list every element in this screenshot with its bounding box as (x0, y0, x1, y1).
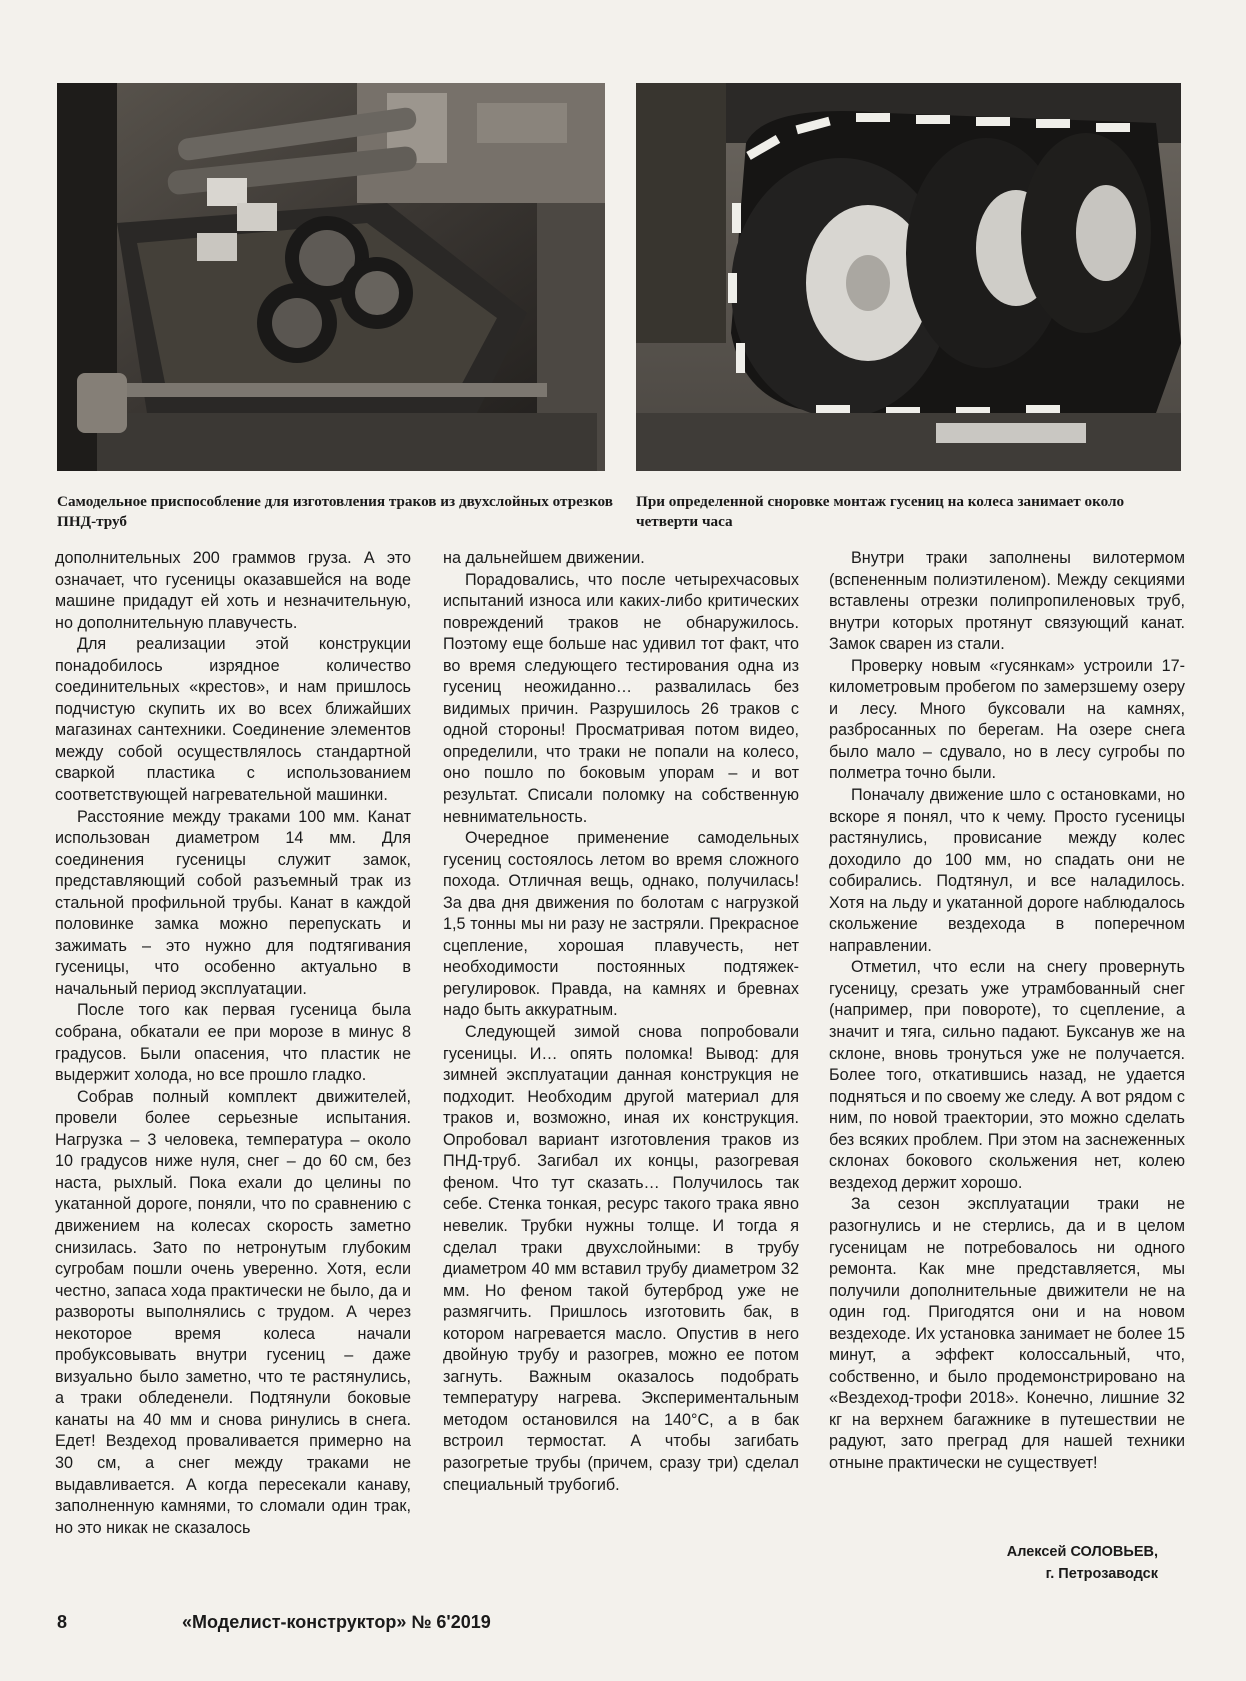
author-signature (1007, 1541, 1158, 1585)
paragraph: Поначалу движение шло с остановками, но вскоре я понял, что к чему. Просто гусеницы растянулись, провисание между колес доходило до 100 мм, но спадать они не собирались. Подтянул, и все наладилось. Хотя на льду и укатанной дороге наблюдалось скольжение вездехода в поперечном направлении. (829, 786, 1185, 955)
photo-caption-left: Самодельное приспособление для изготовления траков из двухслойных отрезков ПНД-труб (57, 493, 613, 530)
photo-caption-right: При определенной сноровке монтаж гусениц на колеса занимает около четверти часа (636, 493, 1125, 530)
photo-track-making-jig (57, 83, 605, 471)
photo-tracks-on-wheels (636, 83, 1181, 471)
paragraph: дополнительных 200 граммов груза. А это означает, что гусеницы оказавшейся на воде машине придадут ей хоть и незначительную, но дополнительную плавучесть. (55, 549, 411, 632)
paragraph: Порадовались, что после четырехчасовых испытаний износа или каких-либо критических повреждений траков не обнаружилось. Поэтому еще больше нас удивил тот факт, что во время следующего тестирования одна из гусениц неожиданно… развалилась без видимых причин. Разрушилось 26 траков с одной стороны! Просматривая потом видео, определили, что траки не попали на колесо, оно пошло по боковым упорам – и вот результат. Списали поломку на собственную невнимательность. (443, 570, 799, 826)
author-name: Алексей СОЛОВЬЕВ, (1006, 1544, 1158, 1560)
paragraph: Внутри траки заполнены вилотермом (вспененным полиэтиленом). Между секциями вставлены отрезки полипропиленовых труб, внутри которых протянут связующий канат. Замок сварен из стали. (829, 549, 1185, 654)
article-column-3 (829, 548, 1185, 1475)
author-city: г. Петрозаводск (1045, 1566, 1158, 1582)
paragraph: Для реализации этой конструкции понадобилось изрядное количество соединительных «крестов», и нам пришлось подчистую скупить их во всех ближайших магазинах сантехники. Соединение элементов между собой осуществлялось стандартной сваркой пластика с использованием соответствующей нагревательной машинки. (55, 635, 411, 805)
paragraph: Расстояние между траками 100 мм. Канат использован диаметром 14 мм. Для соединения гусеницы служит замок, представляющий собой разъемный трак из стальной профильной трубы. Канат в каждой половинке замка можно перепускать и зажимать – это нужно для подтягивания гусеницы, что особенно актуально в начальный период эксплуатации. (55, 807, 411, 998)
paragraph: Очередное применение самодельных гусениц состоялось летом во время сложного похода. Отличная вещь, однако, получилась! За два дня движения по болотам с нагрузкой 1,5 тонны мы ни разу не застряли. Прекрасное сцепление, хорошая плавучесть, нет необходимости постоянных подтяжек-регулировок. Правда, на камнях и бревнах надо быть аккуратным. (443, 829, 799, 1020)
magazine-issue: «Моделист-конструктор» № 6'2019 (182, 1612, 491, 1632)
paragraph: За сезон эксплуатации траки не разогнулись и не стерлись, да и в целом гусеницам не потребовалось ни одного ремонта. Как мне представляется, мы получили дополнительные движители не на один год. Пригодятся они и на новом вездеходе. Их установка занимает не более 15 минут, а эффект колоссальный, что, собственно, и было продемонстрировано на «Вездеход-трофи 2018». Конечно, лишние 32 кг на верхнем багажнике в путешествии не радуют, зато преград для нашей техники отныне практически не существует! (829, 1195, 1185, 1472)
paragraph: Следующей зимой снова попробовали гусеницы. И… опять поломка! Вывод: для зимней эксплуатации данная конструкция не подходит. Необходим другой материал для траков и, возможно, иная их конструкция. Опробовал вариант изготовления траков из ПНД-труб. Загибал их концы, разогревая феном. Что тут сказать… Получилось так себе. Стенка тонкая, ресурс такого трака явно невелик. Трубки нужны толще. И тогда я сделал траки двухслойными: в трубу диаметром 40 мм вставил трубу диаметром 32 мм. Но феном такой бутерброд уже не размягчить. Пришлось изготовить бак, в котором нагревается масло. Опустив в него двойную трубу и разогрев, можно ее потом загнуть. Важным оказалось подобрать температуру нагрева. Экспериментальным методом остановился на 140°С, а в бак встроил термостат. А чтобы загибать разогретые трубы (причем, сразу три) сделал специальный трубогиб. (443, 1023, 799, 1494)
page-number: 8 (57, 1612, 68, 1632)
article-column-1 (55, 548, 411, 1539)
paragraph: на дальнейшем движении. (443, 549, 645, 567)
article-column-2 (443, 548, 799, 1496)
paragraph: Отметил, что если на снегу провернуть гусеницу, срезать уже утрамбованный снег (например, при повороте), то сцепление, а значит и тяга, сильно падают. Буксанув же на склоне, вновь тронуться уже не получается. Более того, откатившись назад, не удается подняться и по своему же следу. А вот рядом с ним, по новой траектории, это можно сделать без всяких проблем. При этом на заснеженных склонах бокового скольжения нет, колею вездеход держит хорошо. (829, 958, 1185, 1192)
paragraph: После того как первая гусеница была собрана, обкатали ее при морозе в минус 8 градусов. Были опасения, что пластик не выдержит холода, но все прошло гладко. (55, 1001, 411, 1085)
paragraph: Собрав полный комплект движителей, провели более серьезные испытания. Нагрузка – 3 человека, температура – около 10 градусов ниже нуля, снег – до 60 см, без наста, рыхлый. Пока ехали до целины по укатанной дороге, поняли, что по сравнению с движением на колесах скорость заметно снизилась. Зато по нетронутым глубоким сугробам пошли очень уверенно. Хотя, если честно, запаса хода практически не было, да и развороты выполнялись с трудом. А через некоторое время колеса начали пробуксовывать внутри гусениц – даже визуально было заметно, что те растянулись, а траки обледенели. Подтянули боковые канаты на 40 мм и снова ринулись в снега. Едет! Вездеход проваливается примерно на 30 см, а снег между траками не выдавливается. А когда пересекали канаву, заполненную камнями, то сломали один трак, но это никак не сказалось (55, 1087, 411, 1537)
paragraph: Проверку новым «гусянкам» устроили 17-километровым пробегом по замерзшему озеру и лесу. Много буксовали на камнях, разбросанных по берегам. На озере снега было мало – сдувало, но в лесу сугробы по полметра точно были. (829, 656, 1185, 783)
